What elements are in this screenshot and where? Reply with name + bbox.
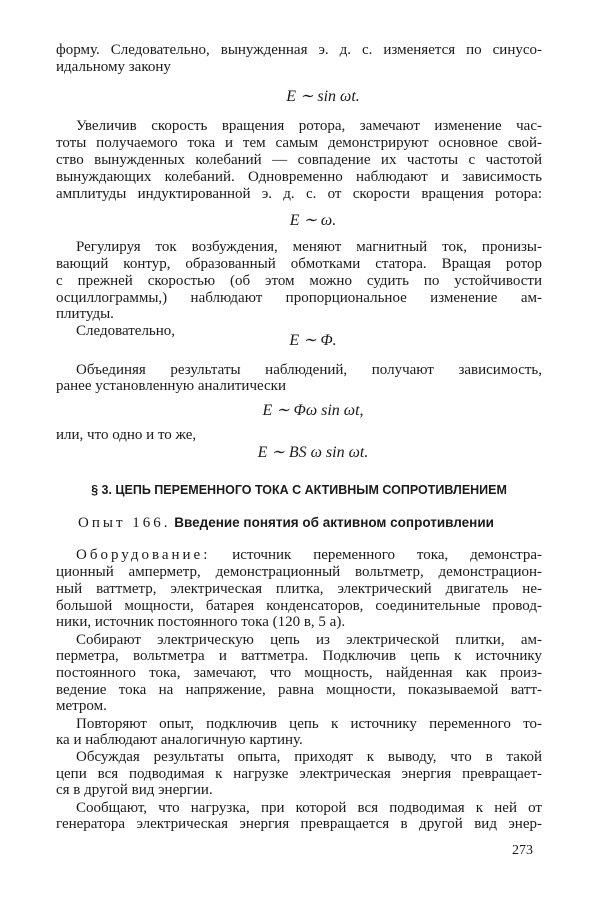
text-line: перметра, вольтметра и ваттметра. Подключив цепь к источнику [56, 648, 542, 664]
text-line: ка и наблюдают аналогичную картину. [56, 732, 303, 748]
text-line: Повторяют опыт, подключив цепь к источнику переменного то- [76, 716, 542, 732]
text-line: форму. Следовательно, вынужденная э. д. с. изменяется по синусо- [56, 42, 542, 58]
experiment-heading [78, 514, 564, 532]
equipment-label: Оборудование: [76, 547, 211, 563]
text-line: плитуды. [56, 306, 114, 322]
text-line: ники, источник постоянного тока (120 в, 5 а). [56, 614, 346, 630]
formula: E ∼ sin ωt. [286, 88, 360, 105]
text-line: Сообщают, что нагрузка, при которой вся подводимая к ней от [76, 800, 542, 816]
text-line: постоянного тока, замечают, что мощность, найденная как произ- [56, 665, 542, 681]
formula: E ∼ BS ω sin ωt. [257, 444, 369, 461]
text-line: Обсуждая результаты опыта, приходят к выводу, что в такой [76, 749, 542, 765]
text-line: вающий контур, образованный обмотками статора. Вращая ротор [56, 256, 542, 272]
text-line: Следовательно, [76, 323, 176, 339]
formula: E ∼ Φω sin ωt, [262, 402, 364, 419]
text-line: Собирают электрическую цепь из электрической плитки, ам- [76, 632, 542, 648]
text-line: цепи вся подводимая к нагрузке электрическая энергия превращает- [56, 766, 542, 782]
text-line: Увеличив скорость вращения ротора, замечают изменение час- [76, 118, 542, 134]
equipment-text: источник переменного тока, демонстра- [232, 547, 542, 563]
text-line: Регулируя ток возбуждения, меняют магнитный ток, пронизы- [76, 239, 542, 255]
text-line: ство вынужденных колебаний — совпадение их частоты с частотой [56, 152, 542, 168]
text-line: ционный амперметр, демонстрационный вольтметр, демонстрацион- [56, 564, 542, 580]
formula: E ∼ Φ. [289, 332, 337, 349]
text-line: осциллограммы,) наблюдают пропорциональное изменение ам- [56, 290, 542, 306]
experiment-title: Введение понятия об активном сопротивлении [174, 515, 494, 530]
text-line: или, что одно и то же, [56, 427, 197, 443]
text-line: амплитуды индуктированной э. д. с. от скорости вращения ротора: [56, 186, 542, 202]
text-line: вынуждающих колебаний. Одновременно наблюдают и зависимость [56, 169, 542, 185]
text-line: ранее установленную аналитически [56, 378, 286, 394]
text-line: ся в другой вид энергии. [56, 782, 213, 798]
text-line: ведение тока на напряжение, равна мощности, показываемой ватт- [56, 682, 542, 698]
text-line: идальному закону [56, 59, 171, 75]
text-line: генератора электрическая энергия превращается в другой вид энер- [56, 816, 542, 832]
text-line: Объединяя результаты наблюдений, получают зависимость, [76, 362, 542, 378]
page-number: 273 [512, 843, 533, 858]
text-line: большой мощности, батарея конденсаторов, соединительные провод- [56, 598, 542, 614]
formula: E ∼ ω. [289, 212, 337, 229]
text-line: ный ваттметр, электрическая плитка, электрический двигатель не- [56, 581, 542, 597]
text-line [76, 547, 542, 564]
text-line: тоты получаемого тока и тем самым демонстрируют основное свой- [56, 135, 542, 151]
experiment-label: Опыт 166. [78, 515, 171, 531]
section-heading: § 3. ЦЕПЬ ПЕРЕМЕННОГО ТОКА С АКТИВНЫМ СОПРОТИВЛЕНИЕМ [91, 483, 507, 497]
text-line: с прежней скоростью (об этом можно судить по устойчивости [56, 273, 542, 289]
text-line: метром. [56, 698, 107, 714]
